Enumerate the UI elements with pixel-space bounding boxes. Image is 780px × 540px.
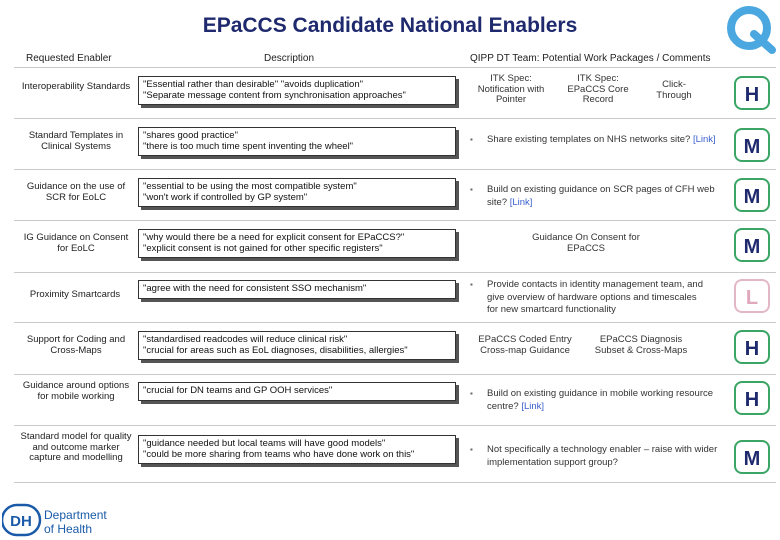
work-package: ITK Spec: EPaCCS Core Record	[567, 73, 629, 105]
logo-line1: Department	[44, 508, 107, 522]
logo-line2: of Health	[44, 522, 93, 536]
work-package: ITK Spec: Notification with Pointer	[477, 73, 545, 105]
quote-line: "essential to be using the most compatible system"	[143, 181, 357, 192]
enabler-label: Guidance on the use of SCR for EoLC	[26, 181, 126, 203]
page-title: EPaCCS Candidate National Enablers	[202, 14, 578, 37]
enabler-label: Standard Templates in Clinical Systems	[28, 130, 124, 152]
logo-mark: DH	[10, 513, 32, 530]
quote-line: "won't work if controlled by GP system"	[143, 191, 308, 203]
quote-line: "why would there be a need for explicit consent for EPaCCS?"	[143, 232, 405, 243]
priority-badge: H	[734, 330, 770, 364]
enabler-label: Standard model for quality and outcome marker capture and modelling	[20, 431, 132, 463]
quote-line: "Separate message content from synchronisation approaches"	[143, 89, 406, 101]
comment-link[interactable]: [Link]	[692, 134, 716, 145]
quote-line: "there is too much time spent inventing the wheel"	[143, 140, 354, 152]
comment-text: Build on existing guidance in mobile working resource centre?	[487, 388, 714, 412]
quote-line: "explicit consent is not gained for other specific registers"	[143, 242, 383, 254]
bullet-icon: ▪	[470, 185, 473, 194]
work-package: EPaCCS Diagnosis Subset & Cross-Maps	[594, 334, 688, 356]
quote-line: "Essential rather than desirable" "avoids duplication"	[143, 79, 363, 90]
quote-line: "could be more sharing from teams who have done work on this"	[143, 448, 415, 460]
priority-badge: H	[734, 381, 770, 415]
row-divider	[14, 272, 776, 273]
priority-badge: M	[734, 440, 770, 474]
comment-link[interactable]: [Link]	[521, 400, 545, 412]
qipp-logo-icon	[724, 4, 776, 54]
bullet-icon: ▪	[470, 389, 473, 398]
row-divider	[14, 169, 776, 170]
work-package: Click-Through	[656, 79, 692, 101]
department-of-health-logo-icon	[2, 503, 122, 539]
quote-line: "shares good practice"	[143, 130, 238, 141]
comment-bullet	[470, 184, 718, 209]
row-divider	[14, 220, 776, 221]
priority-badge: M	[734, 228, 770, 262]
priority-badge: H	[734, 76, 770, 110]
comment-bullet	[470, 444, 718, 469]
comment-bullet	[470, 279, 706, 317]
comment-text: Provide contacts in identity management team, and give overview of hardware options and timescales for new smartcard functionality	[487, 279, 703, 315]
description-quote-box	[138, 229, 456, 258]
comment-bullet	[470, 134, 718, 147]
header-comments: QIPP DT Team: Potential Work Packages / Comments	[470, 53, 711, 64]
enabler-label: Guidance around options for mobile working	[22, 380, 130, 402]
enabler-label: Support for Coding and Cross-Maps	[26, 334, 126, 356]
comment-text: Share existing templates on NHS networks site?	[487, 134, 691, 145]
quote-line: "crucial for DN teams and GP OOH services"	[143, 385, 333, 396]
quote-line: "guidance needed but local teams will have good models"	[143, 438, 386, 449]
comment-bullet	[470, 388, 718, 413]
bullet-icon: ▪	[470, 280, 473, 289]
bullet-icon: ▪	[470, 445, 473, 454]
priority-badge: M	[734, 128, 770, 162]
description-quote-box	[138, 76, 456, 105]
row-divider	[14, 67, 776, 68]
enabler-label: Proximity Smartcards	[29, 289, 121, 300]
row-divider	[14, 374, 776, 375]
quote-line: "crucial for areas such as EoL diagnoses, disabilities, allergies"	[143, 344, 408, 356]
quote-line: "standardised readcodes will reduce clinical risk"	[143, 334, 348, 345]
header-description: Description	[264, 53, 315, 64]
comment-text: Build on existing guidance on SCR pages of CFH web site?	[487, 184, 715, 208]
enabler-label: Interoperability Standards	[21, 81, 131, 92]
priority-badge: M	[734, 178, 770, 212]
row-divider	[14, 425, 776, 426]
description-quote-box	[138, 280, 456, 299]
description-quote-box	[138, 331, 456, 360]
description-quote-box	[138, 127, 456, 156]
work-package: Guidance On Consent for EPaCCS	[532, 232, 640, 254]
row-divider	[14, 322, 776, 323]
row-divider	[14, 482, 776, 483]
enabler-label: IG Guidance on Consent for EoLC	[23, 232, 129, 254]
work-package: EPaCCS Coded Entry Cross-map Guidance	[478, 334, 572, 356]
comment-link[interactable]: [Link]	[509, 196, 533, 208]
description-quote-box	[138, 435, 456, 464]
description-quote-box	[138, 178, 456, 207]
row-divider	[14, 118, 776, 119]
comment-text: Not specifically a technology enabler – raise with wider implementation support group?	[487, 444, 718, 468]
quote-line: "agree with the need for consistent SSO mechanism"	[143, 283, 367, 294]
bullet-icon: ▪	[470, 135, 473, 144]
priority-badge: L	[734, 279, 770, 313]
header-requested-enabler: Requested Enabler	[26, 53, 112, 64]
description-quote-box	[138, 382, 456, 401]
